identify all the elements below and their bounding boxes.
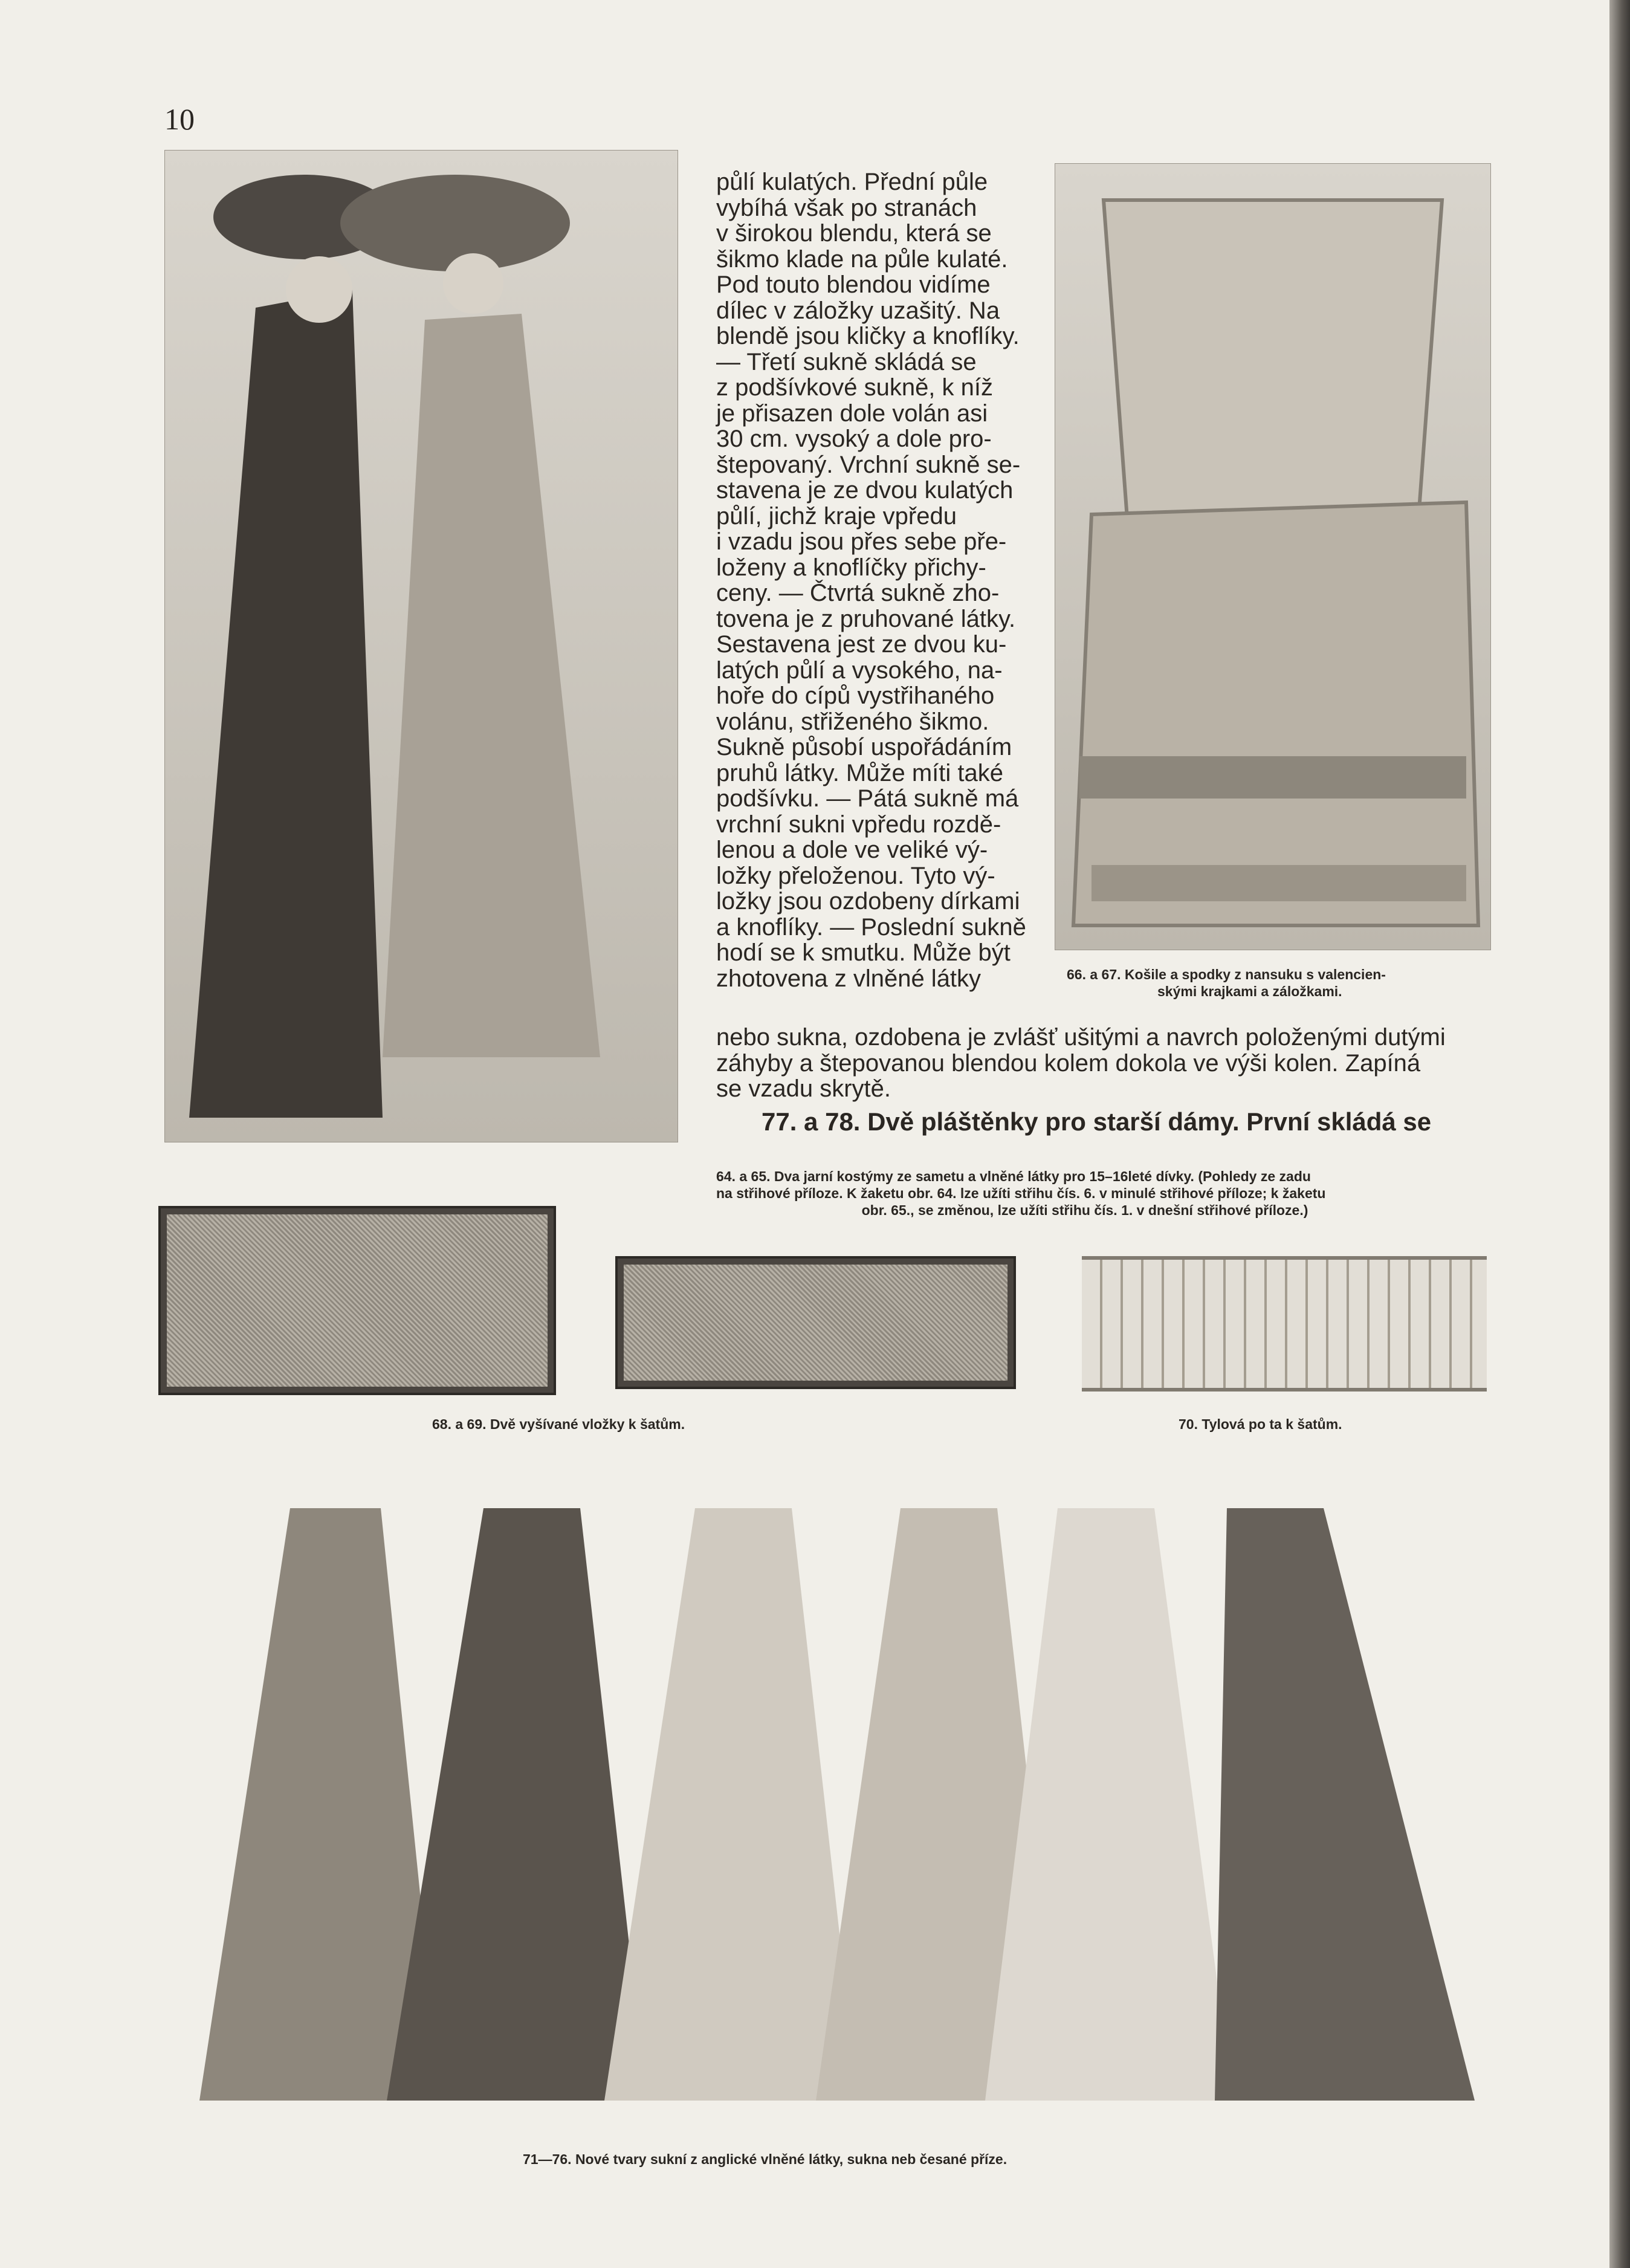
two-ladies-illustration (164, 150, 678, 1142)
article-wide (716, 1025, 1496, 1102)
heading-rest: První skládá se (1246, 1107, 1432, 1136)
text-line: podšívku. — Pátá sukně má (716, 785, 1019, 812)
caption-line: obr. 65., se změnou, lze užíti střihu čís. 1. v dnešní střihové příloze.) (861, 1202, 1308, 1218)
section-heading (762, 1107, 1431, 1136)
page-edge (1609, 0, 1630, 2268)
caption-line: skými krajkami a záložkami. (1157, 983, 1342, 999)
text-line: — Třetí sukně skládá se (716, 348, 977, 375)
text-line: i vzadu jsou přes sebe pře- (716, 528, 1007, 555)
caption-line: 64. a 65. Dva jarní kostýmy ze sametu a vlněné látky pro 15–16leté dívky. (Pohledy ze zadu (716, 1168, 1311, 1184)
text-line: ložky jsou ozdobeny dírkami (716, 888, 1020, 915)
caption-figure-70: 70. Tylová po ta k šatům. (1179, 1416, 1342, 1432)
caption-line: na střihové příloze. K žaketu obr. 64. lze užíti střihu čís. 6. v minulé střihové příloze; k žaketu (716, 1185, 1326, 1201)
text-line: stavena je ze dvou kulatých (716, 477, 1014, 504)
text-line: pruhů látky. Může míti také (716, 759, 1003, 786)
text-line: dílec v záložky uzašitý. Na (716, 297, 1000, 324)
text-line: nebo sukna, ozdobena je zvlášť ušitými a navrch položenými dutými (716, 1024, 1446, 1051)
text-line: Sestavena jest ze dvou ku- (716, 631, 1007, 658)
text-line: blendě jsou kličky a knoflíky. (716, 323, 1020, 349)
text-line: hoře do cípů vystřihaného (716, 682, 995, 709)
text-line: záhyby a štepovanou blendou kolem dokola ve výši kolen. Zapíná (716, 1049, 1421, 1077)
skirts-illustration (187, 1484, 1487, 2125)
text-line: vybíhá však po stranách (716, 194, 977, 221)
embroidered-insert-68 (158, 1206, 556, 1395)
text-line: půlí kulatých. Přední půle (716, 169, 988, 195)
heading-number: 77. a 78. (762, 1107, 861, 1136)
article-column (716, 169, 1055, 991)
text-line: z podšívkové sukně, k níž (716, 374, 994, 401)
text-line: zhotovena z vlněné látky (716, 965, 982, 992)
text-line: v širokou blendu, která se (716, 220, 992, 247)
text-line: loženy a knoflíčky přichy- (716, 554, 986, 581)
tulle-trim-70 (1082, 1256, 1487, 1392)
text-line: šikmo klade na půle kulaté. (716, 245, 1008, 273)
text-line: půlí, jichž kraje vpředu (716, 502, 957, 530)
lace-pattern (167, 1214, 548, 1387)
embroidered-insert-69 (615, 1256, 1016, 1389)
text-line: hodí se k smutku. Může být (716, 939, 1011, 966)
text-line: 30 cm. vysoký a dole pro- (716, 426, 992, 452)
text-line: se vzadu skrytě. (716, 1075, 891, 1102)
text-line: je přisazen dole volán asi (716, 400, 988, 427)
lace-pattern (624, 1265, 1007, 1381)
heading-title: Dvě pláštěnky pro starší dámy. (867, 1107, 1240, 1136)
text-line: latých půlí a vysokého, na- (716, 656, 1003, 684)
text-line: a knoflíky. — Poslední sukně (716, 913, 1026, 941)
text-line: Sukně působí uspořádáním (716, 734, 1012, 760)
caption-figures-66-67 (1067, 966, 1502, 1000)
text-line: vrchní sukni vpředu rozdě- (716, 811, 1001, 838)
page-number: 10 (164, 102, 195, 136)
text-line: štepovaný. Vrchní sukně se- (716, 451, 1021, 478)
text-line: ceny. — Čtvrtá sukně zho- (716, 580, 1000, 606)
chemise-illustration (1055, 163, 1491, 950)
caption-figures-64-65 (716, 1168, 1454, 1219)
caption-figures-71-76: 71—76. Nové tvary sukní z anglické vlněné látky, sukna neb česané příze. (523, 2151, 1007, 2167)
text-line: lenou a dole ve veliké vý- (716, 837, 988, 863)
caption-line: 66. a 67. Košile a spodky z nansuku s valencien- (1067, 967, 1386, 982)
text-line: Pod touto blendou vidíme (716, 271, 991, 298)
text-line: ložky přeloženou. Tyto vý- (716, 862, 995, 889)
caption-figures-68-69: 68. a 69. Dvě vyšívané vložky k šatům. (432, 1416, 685, 1432)
text-line: tovena je z pruhované látky. (716, 605, 1016, 632)
text-line: volánu, střiženého šikmo. (716, 708, 989, 735)
